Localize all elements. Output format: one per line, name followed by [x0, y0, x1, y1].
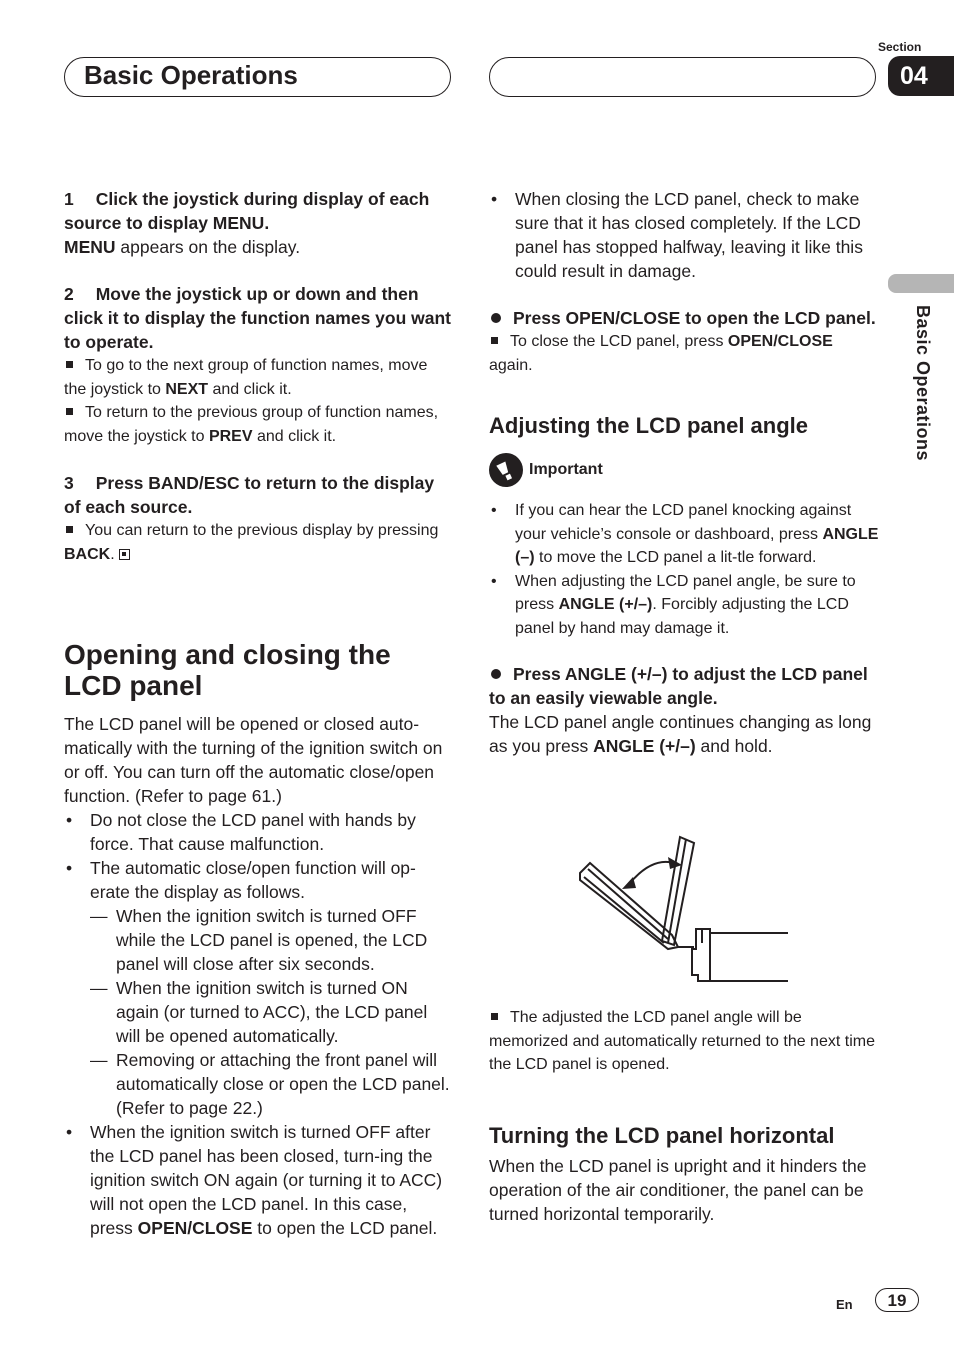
step-2	[64, 282, 454, 354]
dash-item: — When the ignition switch is turned ON again (or turned to ACC), the LCD panel will be opened automatically.	[90, 978, 428, 1046]
important-icon	[489, 453, 523, 487]
important-label: Important	[489, 453, 879, 487]
page-number: 19	[875, 1288, 919, 1312]
angle-body: The LCD panel angle continues changing as long as you press ANGLE (+/–) and hold.	[489, 712, 872, 756]
right-column	[489, 187, 879, 758]
step-3-number: 3	[64, 473, 74, 493]
angle-subtitle: Adjusting the LCD panel angle	[489, 413, 809, 438]
side-tab-marker	[888, 274, 954, 293]
side-tab-text: Basic Operations	[913, 305, 933, 462]
horizontal-subtitle: Turning the LCD panel horizontal	[489, 1122, 835, 1148]
step-3-note: You can return to the previous display by pressing BACK.	[64, 522, 439, 563]
step-1-text: Click the joystick during display of each source to display MENU.	[64, 189, 430, 233]
step-1-number: 1	[64, 189, 74, 209]
square-bullet-icon	[66, 408, 73, 415]
section-intro: The LCD panel will be opened or closed auto-matically with the turning of the ignition switch on or off. You can turn off the automatic close/open function. (Refer to page 61.)	[64, 714, 443, 806]
dash-item: — Removing or attaching the front panel will automatically close or open the LCD panel. (Refer to page 22.)	[90, 1050, 450, 1118]
dash-item: — When the ignition switch is turned OFF while the LCD panel is opened, the LCD panel will close after six seconds.	[90, 906, 428, 974]
lcd-panel-angle-illustration	[560, 825, 800, 990]
header-title: Basic Operations	[84, 60, 298, 90]
step-2-note: To go to the next group of function names, move the joystick to NEXT and click it.	[64, 357, 428, 398]
list-item: • The automatic close/open function will op-erate the display as follows.	[66, 858, 416, 902]
square-bullet-icon	[491, 1013, 498, 1020]
horizontal-body: When the LCD panel is upright and it hinders the operation of the air conditioner, the panel can be turned horizontal temporarily.	[489, 1155, 867, 1224]
press-angle-step: Press ANGLE (+/–) to adjust the LCD panel to an easily viewable angle.	[489, 664, 868, 708]
memorized-note: The adjusted the LCD panel angle will be memorized and automatically returned to the next time the LCD panel is opened.	[489, 1009, 875, 1073]
step-3	[64, 471, 454, 519]
round-bullet-icon	[491, 313, 501, 323]
step-1-body: MENU appears on the display.	[64, 237, 301, 257]
list-item: • Do not close the LCD panel with hands by force. That cause malfunction.	[66, 810, 416, 854]
opening-section	[64, 639, 454, 1240]
step-2-note: To return to the previous group of function names, move the joystick to PREV and click it.	[64, 404, 439, 445]
left-column	[64, 187, 454, 566]
step-1	[64, 187, 454, 235]
end-mark-icon	[119, 549, 130, 560]
list-item: • When closing the LCD panel, check to make sure that it has closed completely. If the LCD panel has stopped halfway, leaving it like this could result in damage.	[491, 189, 863, 281]
round-bullet-icon	[491, 669, 501, 679]
step-2-text: Move the joystick up or down and then click it to display the function names you want to operate.	[64, 284, 452, 352]
right-column-lower	[489, 1006, 879, 1226]
section-title: Opening and closing the LCD panel	[64, 639, 391, 701]
section-number: 04	[888, 56, 954, 96]
header-blank-frame	[489, 57, 876, 97]
section-label: Section	[878, 40, 922, 54]
step-2-number: 2	[64, 284, 74, 304]
square-bullet-icon	[66, 361, 73, 368]
important-item: • When adjusting the LCD panel angle, be sure to press ANGLE (+/–). Forcibly adjusting the LCD panel by hand may damage it.	[491, 572, 856, 637]
square-bullet-icon	[491, 337, 498, 344]
square-bullet-icon	[66, 526, 73, 533]
language-label: En	[836, 1297, 853, 1312]
list-item: • When the ignition switch is turned OFF after the LCD panel has been closed, turn-ing the ignition switch ON again (or turning it to ACC) will not open the LCD panel. In this case, press OPEN/CLOSE to open the LCD panel.	[66, 1122, 443, 1238]
important-item: • If you can hear the LCD panel knocking against your vehicle’s console or dashboard, press ANGLE (–) to move the LCD panel a lit-tle forward.	[491, 502, 879, 566]
press-open-step: Press OPEN/CLOSE to open the LCD panel.	[489, 306, 879, 330]
press-open-note: To close the LCD panel, press OPEN/CLOSE again.	[489, 333, 833, 374]
step-3-text: Press BAND/ESC to return to the display of each source.	[64, 473, 435, 517]
